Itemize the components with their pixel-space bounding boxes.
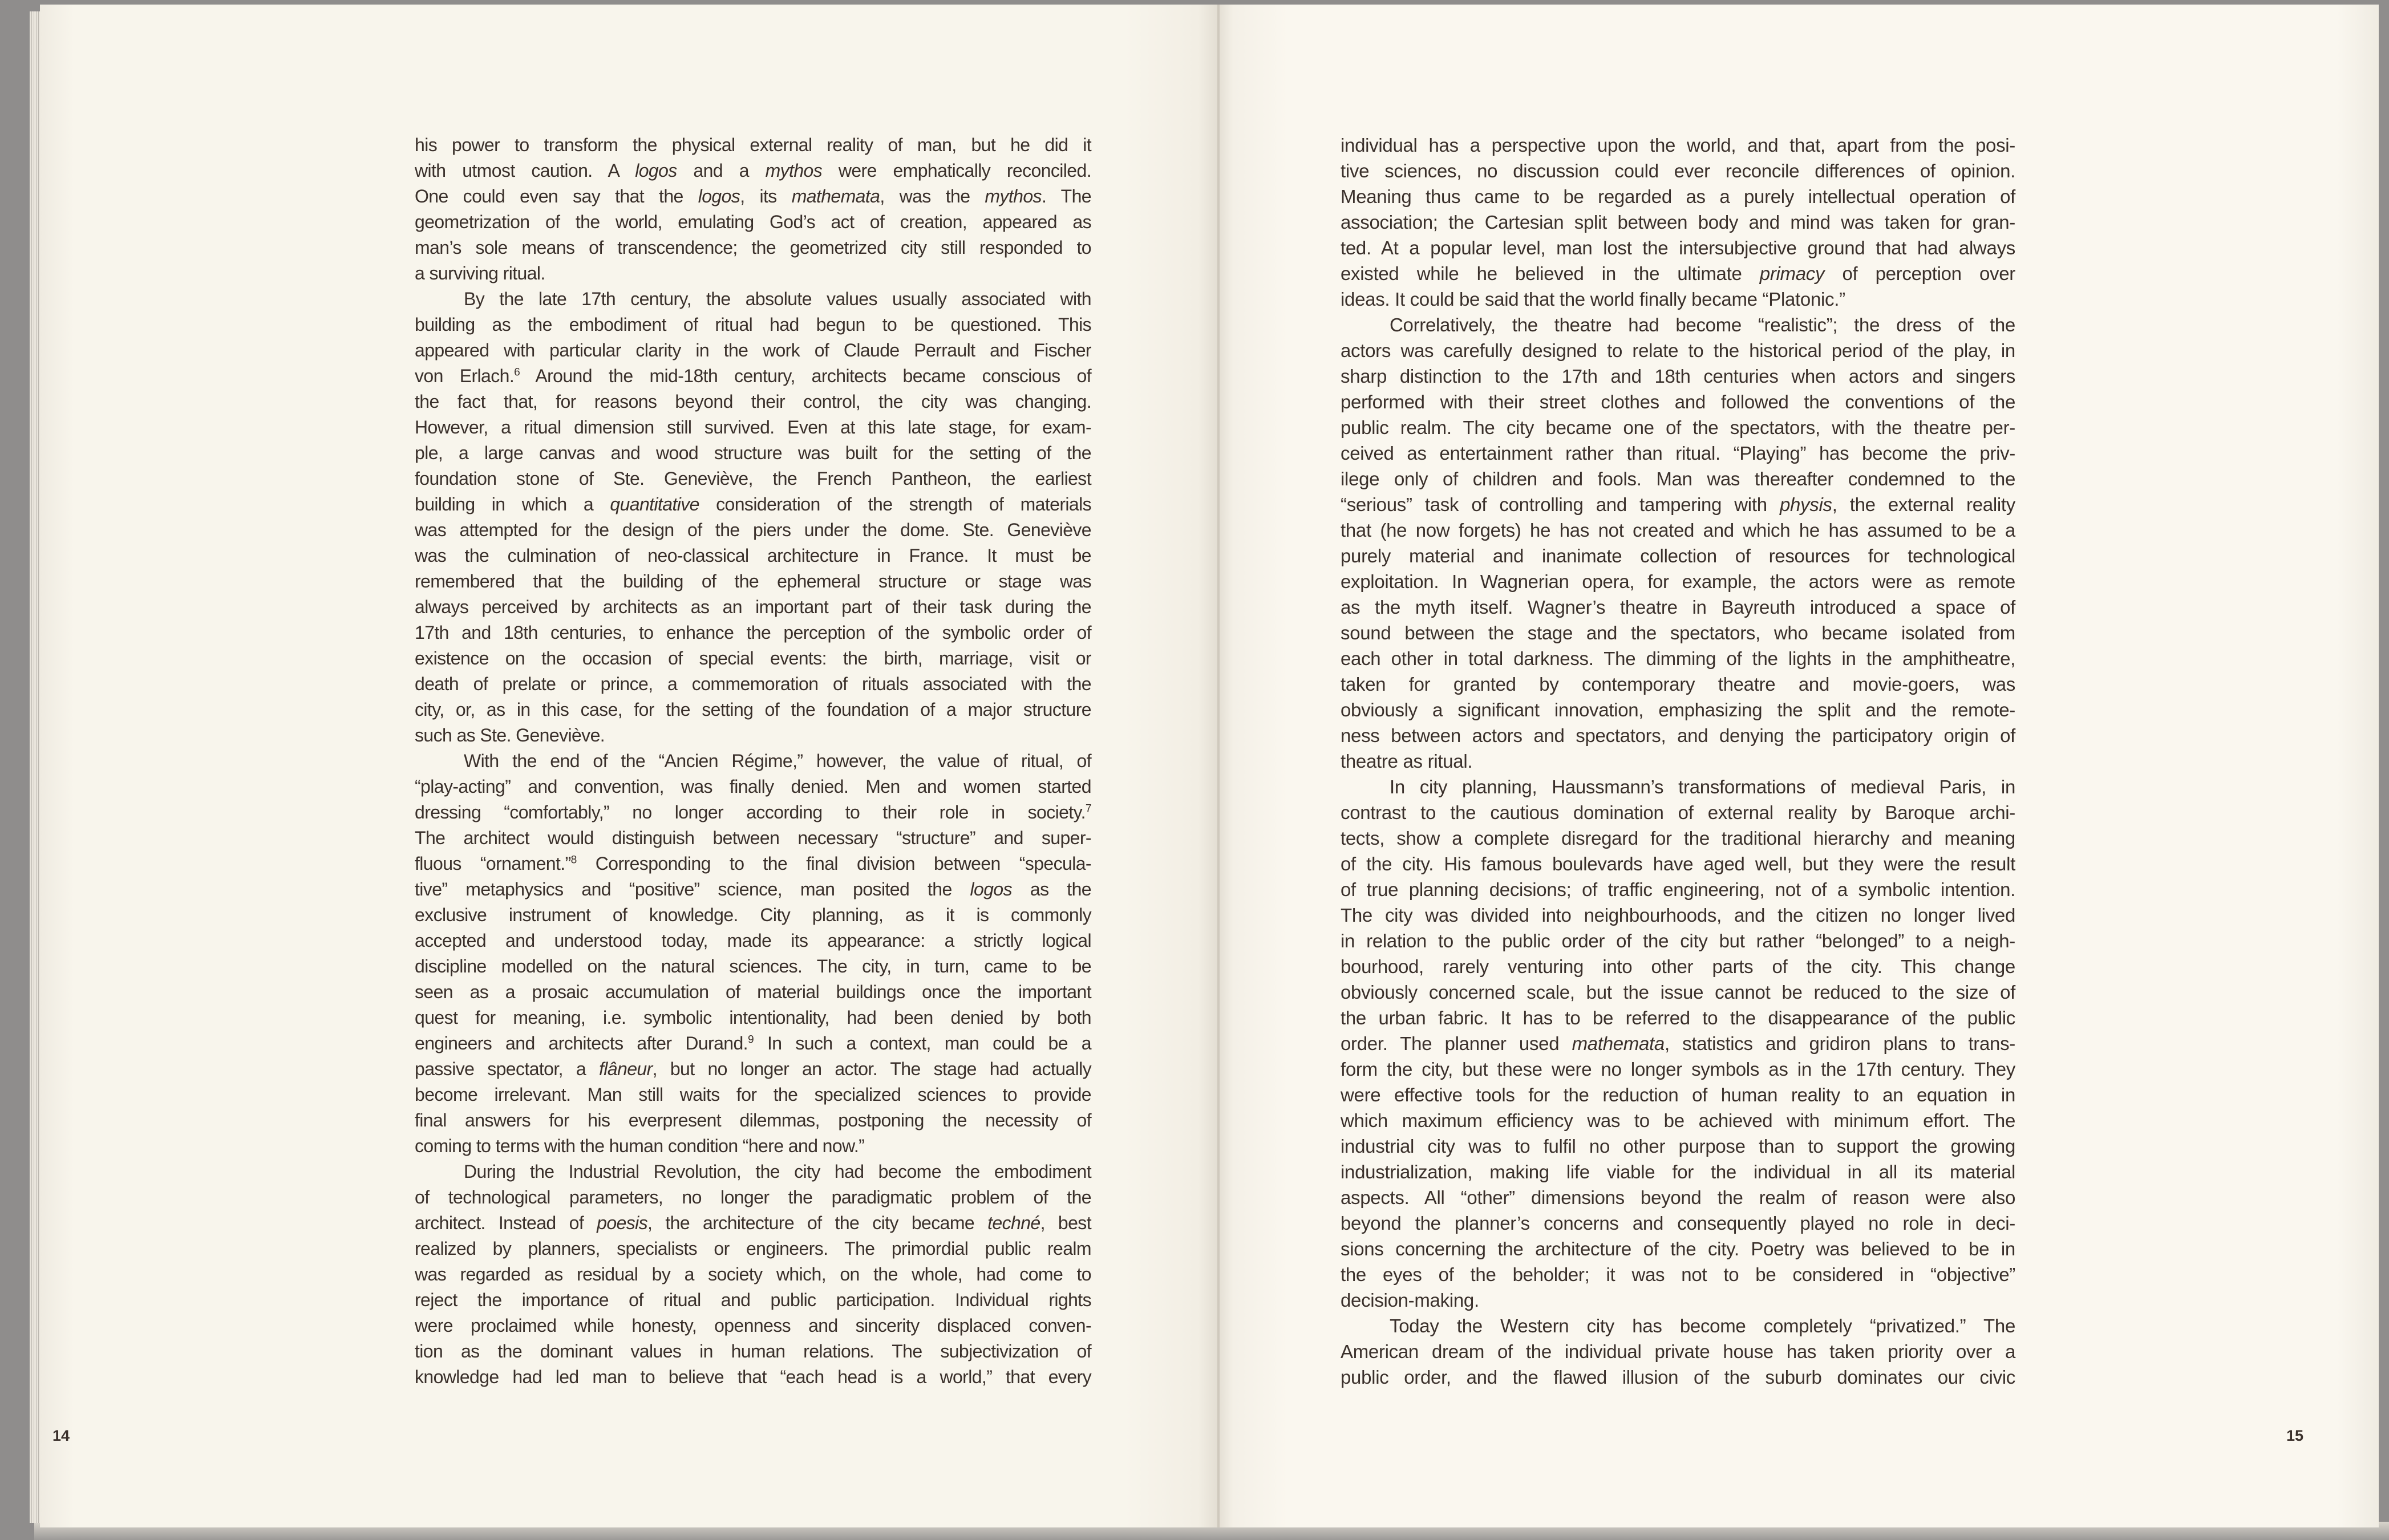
text-line: Today the Western city has become completely “privatized.” The (1390, 1315, 2015, 1336)
text-line: tion as the dominant values in human relations. The subjectivization of (415, 1341, 1091, 1361)
text-line: dressing “comfortably,” no longer according to their role in society.$^7$ (415, 802, 1091, 822)
text-line: each other in total darkness. The dimming of the lights in the amphitheatre, (1341, 648, 2015, 669)
text-line: accepted and understood today, made its appearance: a strictly logical (415, 930, 1091, 951)
text-line: However, a ritual dimension still survived. Even at this late stage, for exam- (415, 417, 1091, 437)
text-line: During the Industrial Revolution, the city had become the embodiment (464, 1161, 1091, 1182)
text-line: By the late 17th century, the absolute values usually associated with (464, 289, 1091, 309)
text-line: von Erlach.$^6$ Around the mid-18th century, architects became conscious of (415, 366, 1091, 386)
text-line: realized by planners, specialists or engineers. The primordial public realm (415, 1238, 1091, 1259)
text-line: obviously concerned scale, but the issue cannot be reduced to the size of (1341, 982, 2015, 1003)
text-line: geometrization of the world, emulating God’s act of creation, appeared as (415, 212, 1091, 232)
text-line: knowledge had led man to believe that “each head is a world,” that every (415, 1367, 1091, 1387)
text-line: the urban fabric. It has to be referred to the disappearance of the public (1341, 1007, 2015, 1028)
paragraph (1341, 132, 2015, 312)
text-line: tive sciences, no discussion could ever reconcile differences of opinion. (1341, 160, 2015, 181)
text-line: building as the embodiment of ritual had begun to be questioned. This (415, 314, 1091, 335)
text-line: remembered that the building of the ephemeral structure or stage was (415, 571, 1091, 591)
text-line: reject the importance of ritual and public participation. Individual rights (415, 1290, 1091, 1310)
text-line: One could even say that the logos, its mathemata, was the mythos. The (415, 186, 1091, 206)
italic-term: mathemata (791, 186, 880, 206)
italic-term: mythos (765, 160, 823, 181)
text-line: coming to terms with the human condition “here and now.” (415, 1136, 865, 1156)
text-line: exclusive instrument of knowledge. City planning, as it is commonly (415, 905, 1091, 925)
page-number-left: 14 (52, 1427, 70, 1444)
paragraph (1341, 1313, 2015, 1390)
text-line: man’s sole means of transcendence; the geometrized city still responded to (415, 237, 1091, 258)
text-line: obviously a significant innovation, emphasizing the split and the remote- (1341, 699, 2015, 720)
footnote-ref: 6 (514, 366, 520, 379)
right-page-text-column (1341, 132, 2015, 1390)
italic-term: logos (970, 879, 1013, 899)
text-line: were proclaimed while honesty, openness and sincerity displaced conven- (415, 1315, 1091, 1336)
text-line: contrast to the cautious domination of external reality by Baroque archi- (1341, 802, 2015, 823)
italic-term: techné (987, 1213, 1040, 1233)
text-line: sound between the stage and the spectators, who became isolated from (1341, 622, 2015, 643)
italic-term: quantitative (610, 494, 699, 514)
text-line: foundation stone of Ste. Geneviève, the French Pantheon, the earliest (415, 468, 1091, 489)
text-line: final answers for his everpresent dilemmas, postponing the necessity of (415, 1110, 1091, 1130)
text-line: always perceived by architects as an important part of their task during the (415, 597, 1091, 617)
text-line: industrial city was to fulfil no other purpose than to support the growing (1341, 1136, 2015, 1157)
italic-term: logos (698, 186, 740, 206)
text-line: industrialization, making life viable for the individual in all its material (1341, 1161, 2015, 1182)
text-line: ideas. It could be said that the world finally became “Platonic.” (1341, 289, 1845, 310)
text-line: “play-acting” and convention, was finally denied. Men and women started (415, 776, 1091, 797)
text-line: performed with their street clothes and followed the conventions of the (1341, 391, 2015, 412)
text-line: that (he now forgets) he has not created and which he has assumed to be a (1341, 520, 2015, 541)
text-line: as the myth itself. Wagner’s theatre in Bayreuth introduced a space of (1341, 597, 2015, 618)
text-line: association; the Cartesian split between body and mind was taken for gran- (1341, 212, 2015, 233)
text-line: existed while he believed in the ultimate primacy of perception over (1341, 263, 2015, 284)
text-line: ilege only of children and fools. Man was thereafter condemned to the (1341, 468, 2015, 489)
left-page-text-column (415, 132, 1091, 1390)
italic-term: primacy (1759, 263, 1825, 284)
text-line: of true planning decisions; of traffic engineering, not of a symbolic intention. (1341, 879, 2015, 900)
text-line: of the city. His famous boulevards have aged well, but they were the result (1341, 853, 2015, 874)
text-line: which maximum efficiency was to be achieved with minimum effort. The (1341, 1110, 2015, 1131)
text-line: existence on the occasion of special events: the birth, marriage, visit or (415, 648, 1091, 668)
text-line: “serious” task of controlling and tampering with physis, the external reality (1341, 494, 2015, 515)
text-line: quest for meaning, i.e. symbolic intentionality, had been denied by both (415, 1007, 1091, 1028)
text-line: with utmost caution. A logos and a mythos were emphatically reconciled. (415, 160, 1091, 181)
text-line: individual has a perspective upon the world, and that, apart from the posi- (1341, 135, 2015, 156)
text-line: aspects. All “other” dimensions beyond the realm of reason were also (1341, 1187, 2015, 1208)
paragraph (415, 286, 1091, 748)
text-line: 17th and 18th centuries, to enhance the perception of the symbolic order of (415, 622, 1091, 643)
text-line: In city planning, Haussmann’s transformations of medieval Paris, in (1390, 776, 2015, 797)
italic-term: poesis (597, 1213, 648, 1233)
text-line: ted. At a popular level, man lost the intersubjective ground that had always (1341, 237, 2015, 258)
paragraph (415, 748, 1091, 1159)
text-line: Meaning thus came to be regarded as a purely intellectual operation of (1341, 186, 2015, 207)
text-line: sions concerning the architecture of the city. Poetry was believed to be in (1341, 1238, 2015, 1259)
text-line: ceived as entertainment rather than ritual. “Playing” has become the priv- (1341, 443, 2015, 464)
text-line: theatre as ritual. (1341, 751, 1473, 772)
text-line: engineers and architects after Durand.$^9$ In such a context, man could be a (415, 1033, 1091, 1053)
paragraph (415, 1159, 1091, 1390)
text-line: death of prelate or prince, a commemoration of rituals associated with the (415, 674, 1091, 694)
text-line: fluous “ornament.”$^8$ Corresponding to the final division between “specula- (415, 853, 1091, 874)
text-line: were effective tools for the reduction of human reality to an equation in (1341, 1084, 2015, 1105)
text-line: was regarded as residual by a society which, on the whole, had come to (415, 1264, 1091, 1284)
text-line: public realm. The city became one of the spectators, with the theatre per- (1341, 417, 2015, 438)
text-line: city, or, as in this case, for the setting of the foundation of a major structure (415, 699, 1091, 720)
italic-term: flâneur (599, 1059, 653, 1079)
text-line: become irrelevant. Man still waits for the specialized sciences to provide (415, 1084, 1091, 1105)
italic-term: mythos (985, 186, 1042, 206)
text-line: architect. Instead of poesis, the architecture of the city became techné, best (415, 1213, 1091, 1233)
text-line: such as Ste. Geneviève. (415, 725, 605, 745)
text-line: ness between actors and spectators, and denying the participatory origin of (1341, 725, 2015, 746)
italic-term: logos (635, 160, 677, 181)
text-line: bourhood, rarely venturing into other parts of the city. This change (1341, 956, 2015, 977)
italic-term: mathemata (1572, 1033, 1665, 1054)
text-line: was attempted for the design of the piers under the dome. Ste. Geneviève (415, 520, 1091, 540)
text-line: Correlatively, the theatre had become “realistic”; the dress of the (1390, 314, 2015, 335)
text-line: With the end of the “Ancien Régime,” however, the value of ritual, of (464, 751, 1091, 771)
text-line: tive” metaphysics and “positive” science, man posited the logos as the (415, 879, 1091, 899)
text-line: the fact that, for reasons beyond their control, the city was changing. (415, 391, 1091, 412)
book-spine (1217, 5, 1220, 1527)
text-line: the eyes of the beholder; it was not to be considered in “objective” (1341, 1264, 2015, 1285)
text-line: American dream of the individual private house has taken priority over a (1341, 1341, 2015, 1362)
text-line: in relation to the public order of the city but rather “belonged” to a neigh- (1341, 930, 2015, 951)
text-line: actors was carefully designed to relate to the historical period of the play, in (1341, 340, 2015, 361)
text-line: tects, show a complete disregard for the traditional hierarchy and meaning (1341, 828, 2015, 849)
text-line: beyond the planner’s concerns and consequently played no role in deci- (1341, 1213, 2015, 1234)
paragraph (1341, 774, 2015, 1313)
text-line: his power to transform the physical external reality of man, but he did it (415, 135, 1091, 155)
text-line: appeared with particular clarity in the work of Claude Perrault and Fischer (415, 340, 1091, 360)
text-line: exploitation. In Wagnerian opera, for example, the actors were as remote (1341, 571, 2015, 592)
text-line: ple, a large canvas and wood structure was built for the setting of the (415, 443, 1091, 463)
footnote-ref: 7 (1085, 803, 1091, 815)
text-line: seen as a prosaic accumulation of material buildings once the important (415, 982, 1091, 1002)
text-line: public order, and the flawed illusion of the suburb dominates our civic (1341, 1367, 2015, 1388)
page-number-right: 15 (2286, 1427, 2304, 1444)
text-line: The architect would distinguish between necessary “structure” and super- (415, 828, 1091, 848)
text-line: a surviving ritual. (415, 263, 545, 283)
footnote-ref: 8 (570, 854, 577, 866)
paragraph (415, 132, 1091, 286)
text-line: The city was divided into neighbourhoods, and the citizen no longer lived (1341, 905, 2015, 926)
text-line: sharp distinction to the 17th and 18th centuries when actors and singers (1341, 366, 2015, 387)
italic-term: physis (1779, 494, 1832, 515)
text-line: building in which a quantitative consideration of the strength of materials (415, 494, 1091, 514)
text-line: purely material and inanimate collection of resources for technological (1341, 545, 2015, 566)
text-line: of technological parameters, no longer the paradigmatic problem of the (415, 1187, 1091, 1207)
text-line: form the city, but these were no longer symbols as in the 17th century. They (1341, 1059, 2015, 1080)
text-line: was the culmination of neo-classical architecture in France. It must be (415, 545, 1091, 566)
text-line: order. The planner used mathemata, statistics and gridiron plans to trans- (1341, 1033, 2015, 1054)
text-line: passive spectator, a flâneur, but no longer an actor. The stage had actually (415, 1059, 1092, 1079)
footnote-ref: 9 (747, 1034, 754, 1046)
text-line: discipline modelled on the natural sciences. The city, in turn, came to be (415, 956, 1091, 976)
text-line: taken for granted by contemporary theatre and movie-goers, was (1341, 674, 2015, 695)
paragraph (1341, 312, 2015, 774)
book-spread (40, 5, 2379, 1527)
text-line: decision-making. (1341, 1290, 1479, 1311)
